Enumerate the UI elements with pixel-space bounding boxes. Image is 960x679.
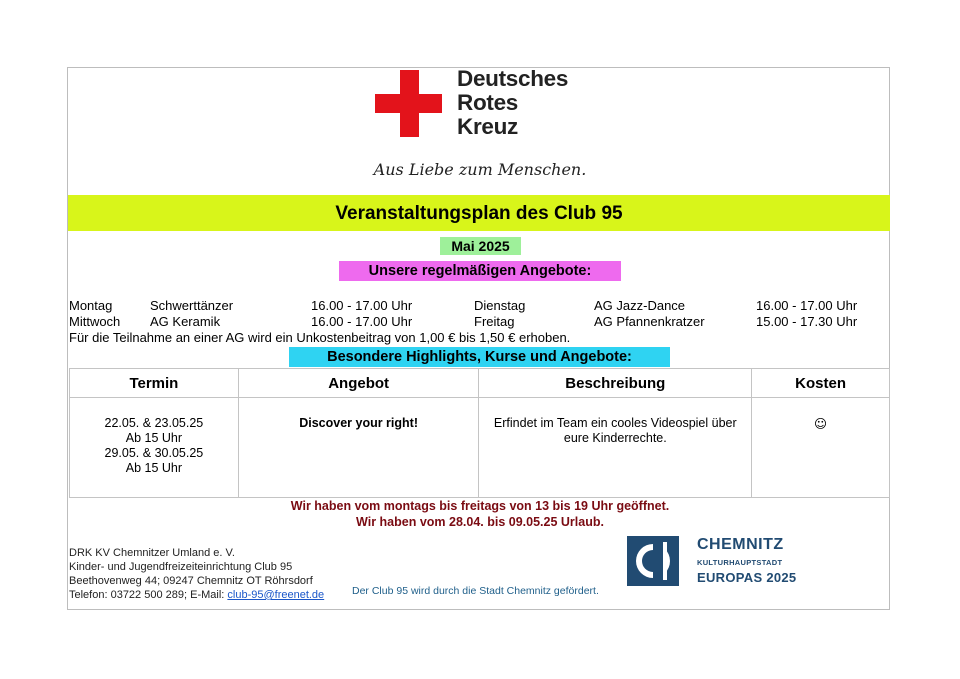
schedule-time: 16.00 - 17.00 Uhr <box>756 298 858 313</box>
schedule-day: Montag <box>69 298 113 313</box>
offer-title: Discover your right! <box>299 416 418 430</box>
red-cross-icon <box>375 94 442 113</box>
table-row <box>70 398 890 498</box>
column-header: Kosten <box>752 369 890 398</box>
brand-line-3: Kreuz <box>457 114 519 139</box>
column-header: Beschreibung <box>479 369 752 398</box>
special-offers-heading: Besondere Highlights, Kurse und Angebote: <box>289 347 670 367</box>
offer-description: Erfindet im Team ein cooles Videospiel über eure Kinderrechte. <box>493 416 737 445</box>
email-link[interactable]: club-95@freenet.de <box>227 589 325 601</box>
brand-line-2: Rotes <box>457 90 519 115</box>
regular-offers-heading: Unsere regelmäßigen Angebote: <box>339 261 621 281</box>
event-date: 22.05. & 23.05.25 <box>104 416 204 430</box>
schedule-day: Dienstag <box>474 298 526 313</box>
schedule-day: Freitag <box>474 314 515 329</box>
schedule-activity: Schwerttänzer <box>150 298 234 313</box>
phone-text: Telefon: 03722 500 289; E-Mail: <box>69 589 228 601</box>
address-org: DRK KV Chemnitzer Umland e. V. <box>69 547 235 559</box>
month-heading: Mai 2025 <box>440 237 521 255</box>
schedule-time: 16.00 - 17.00 Uhr <box>311 314 413 329</box>
smiley-icon: ☺ <box>814 416 828 431</box>
chemnitz-year: EUROPAS 2025 <box>697 570 797 585</box>
vacation-note: Wir haben vom 28.04. bis 09.05.25 Urlaub. <box>356 515 604 529</box>
page-title: Veranstaltungsplan des Club 95 <box>68 195 890 231</box>
chemnitz-logo <box>627 536 797 586</box>
events-table <box>69 368 890 498</box>
event-date: 29.05. & 30.05.25 <box>104 446 204 460</box>
schedule-activity: AG Pfannenkratzer <box>594 314 705 329</box>
event-time: Ab 15 Uhr <box>125 461 183 475</box>
schedule-activity: AG Jazz-Dance <box>594 298 686 313</box>
schedule-day: Mittwoch <box>69 314 121 329</box>
chemnitz-logo-icon <box>627 536 679 586</box>
schedule-time: 15.00 - 17.30 Uhr <box>756 314 858 329</box>
table-header-row <box>70 369 890 398</box>
funding-note: Der Club 95 wird durch die Stadt Chemnitz gefördert. <box>352 585 599 597</box>
address-facility: Kinder- und Jugendfreizeiteinrichtung Club 95 <box>69 561 293 573</box>
termin-cell <box>70 398 239 498</box>
slogan: Aus Liebe zum Menschen. <box>373 160 587 179</box>
cost-cell <box>752 398 890 498</box>
event-time: Ab 15 Uhr <box>125 431 183 445</box>
brand-name <box>457 67 568 139</box>
opening-hours: Wir haben vom montags bis freitags von 13 bis 19 Uhr geöffnet. <box>290 499 670 513</box>
fee-note: Für die Teilnahme an einer AG wird ein Unkostenbeitrag von 1,00 € bis 1,50 € erhoben. <box>69 330 571 345</box>
schedule-activity: AG Keramik <box>150 314 221 329</box>
offer-cell <box>238 398 479 498</box>
address-contact <box>69 588 324 602</box>
drk-logo <box>375 66 605 140</box>
chemnitz-name: CHEMNITZ <box>697 536 784 553</box>
address-block <box>69 546 324 602</box>
address-street: Beethovenweg 44; 09247 Chemnitz OT Röhrsdorf <box>69 575 313 587</box>
schedule-time: 16.00 - 17.00 Uhr <box>311 298 413 313</box>
column-header: Angebot <box>238 369 479 398</box>
brand-line-1: Deutsches <box>457 66 569 91</box>
column-header: Termin <box>70 369 239 398</box>
description-cell <box>479 398 752 498</box>
chemnitz-subtitle: KULTURHAUPTSTADT <box>697 558 783 567</box>
